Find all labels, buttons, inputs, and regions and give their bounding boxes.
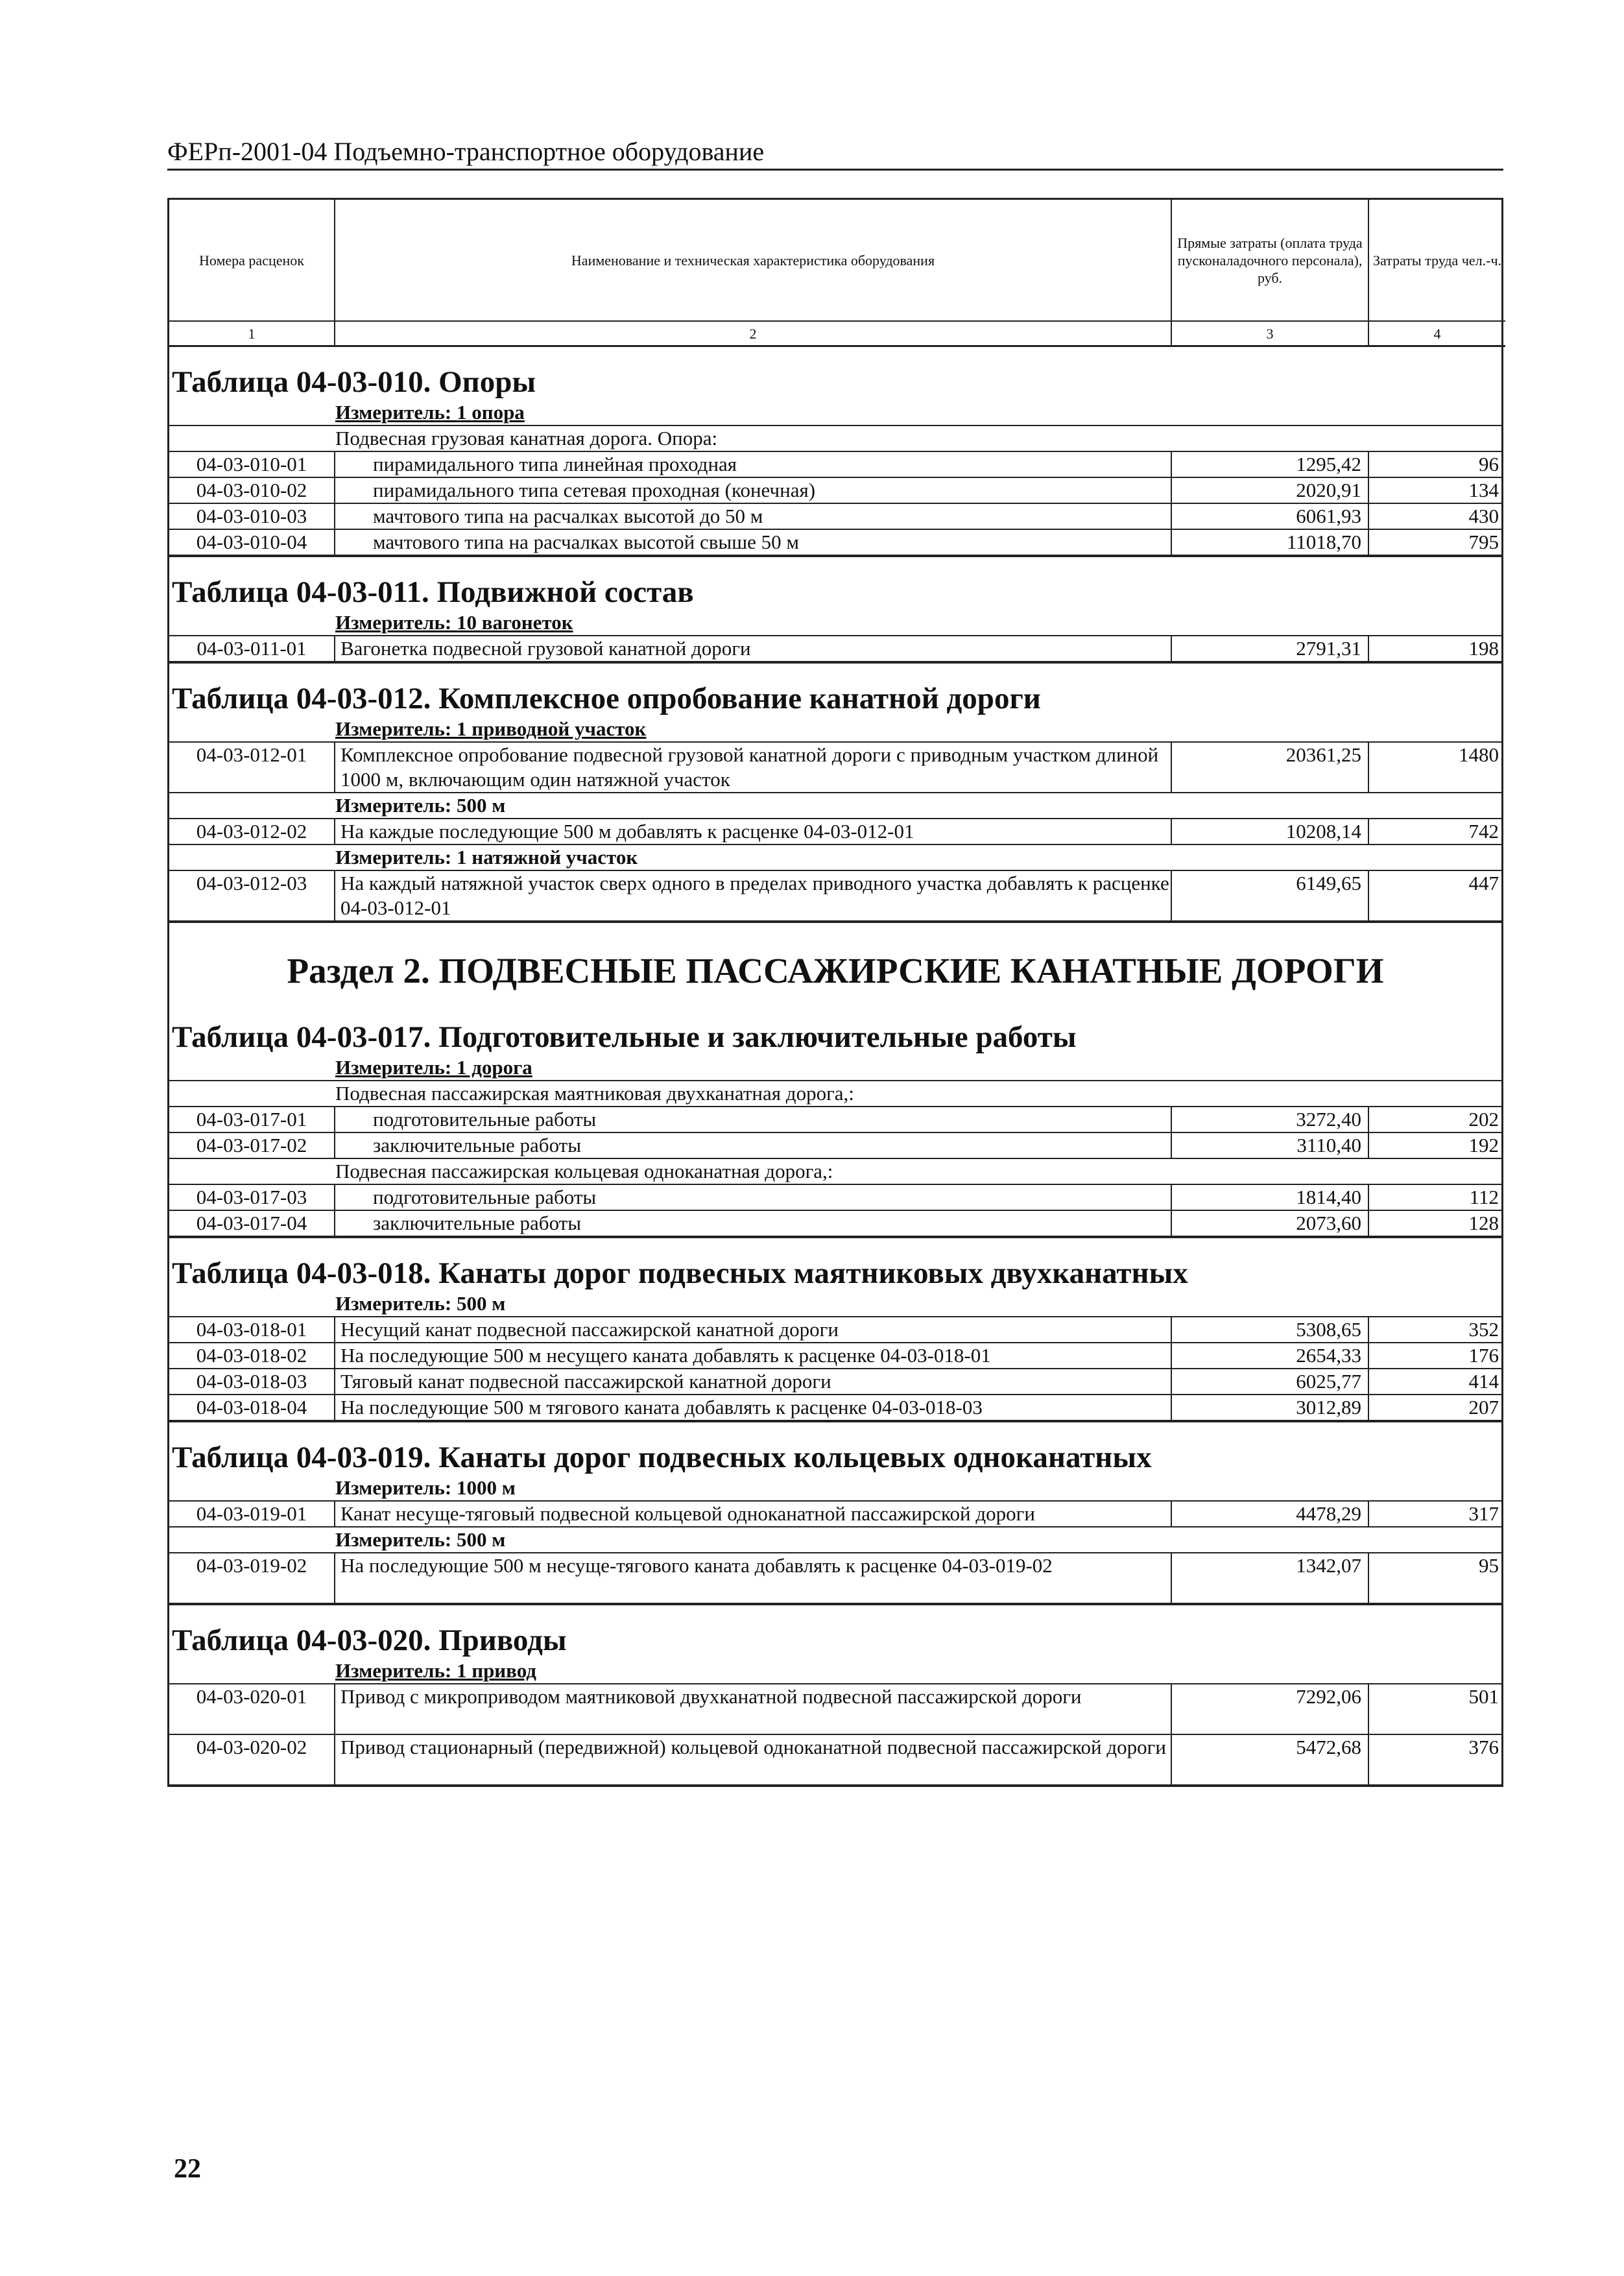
rate-cost: 5308,65 (1172, 1317, 1369, 1342)
section-heading: Раздел 2. ПОДВЕСНЫЕ ПАССАЖИРСКИЕ КАНАТНЫЕ ДОРОГИ (287, 951, 1384, 990)
subheading-row (169, 1080, 1501, 1106)
rate-labor: 112 (1469, 1186, 1499, 1208)
col-number: 4 (1369, 320, 1505, 347)
measure-label: Измеритель: 1000 м (335, 1476, 516, 1499)
rate-cost: 1814,40 (1172, 1185, 1369, 1210)
rate-name: Комплексное опробование подвесной грузовой канатной дороги с приводным участком длиной 1000 м, включающим один натяжной участок (335, 743, 1172, 792)
measure-label: Измеритель: 1 приводной участок (335, 717, 647, 740)
rate-name: подготовительные работы (335, 1107, 1172, 1132)
rate-labor: 501 (1468, 1685, 1499, 1708)
column-number-row (169, 320, 1501, 347)
table-row (169, 1500, 1501, 1526)
table-row (169, 451, 1501, 477)
rate-name: На каждые последующие 500 м добавлять к расценке 04-03-012-01 (335, 819, 1172, 844)
table-row (169, 1316, 1501, 1342)
rate-labor: 95 (1479, 1554, 1499, 1577)
table-row (169, 503, 1501, 529)
col-header-cost: Прямые затраты (оплата труда пусконаладочного персонала), руб. (1172, 200, 1369, 320)
rate-name: мачтового типа на расчалках высотой свыше 50 м (335, 530, 1172, 555)
rate-name: Канат несуще-тяговый подвесной кольцевой одноканатной пассажирской дороги (335, 1502, 1172, 1526)
table-row (169, 1394, 1501, 1421)
measure-row (169, 1055, 1501, 1080)
rate-cost: 6061,93 (1172, 504, 1369, 529)
rate-cost: 3012,89 (1172, 1395, 1369, 1420)
table-row (169, 1210, 1501, 1237)
table-body (169, 1500, 1501, 1605)
rate-cost: 1295,42 (1172, 452, 1369, 477)
rate-code: 04-03-017-03 (169, 1185, 335, 1210)
subheading: Подвесная пассажирская кольцевая одноканатная дорога,: (335, 1160, 833, 1182)
page-number: 22 (174, 2154, 201, 2184)
rate-name: Несущий канат подвесной пассажирской канатной дороги (335, 1317, 1172, 1342)
rate-code: 04-03-018-04 (169, 1395, 335, 1420)
table-row (169, 1106, 1501, 1132)
col-header-code: Номера расценок (169, 200, 335, 320)
rate-labor: 176 (1468, 1344, 1499, 1367)
table-title: Таблица 04-03-020. Приводы (172, 1623, 567, 1657)
measure-row (169, 1476, 1501, 1500)
rate-code: 04-03-010-04 (169, 530, 335, 555)
rate-code: 04-03-012-03 (169, 871, 335, 920)
rate-labor: 96 (1479, 453, 1499, 475)
col-header-labor: Затраты труда чел.-ч. (1372, 252, 1502, 269)
subheading: Подвесная грузовая канатная дорога. Опора: (335, 427, 718, 449)
rate-cost: 3272,40 (1172, 1107, 1369, 1132)
measure-label: Измеритель: 500 м (335, 794, 506, 817)
measure-row (169, 1291, 1501, 1316)
rate-cost: 2791,31 (1172, 636, 1369, 661)
rate-cost: 10208,14 (1172, 819, 1369, 844)
rate-code: 04-03-010-03 (169, 504, 335, 529)
rate-labor: 414 (1468, 1370, 1499, 1393)
subheading-row (169, 1158, 1501, 1184)
rate-labor: 128 (1468, 1212, 1499, 1234)
col-header-name: Наименование и техническая характеристика оборудования (335, 200, 1172, 320)
table-row (169, 1552, 1501, 1604)
measure-row (169, 1659, 1501, 1683)
rate-labor: 795 (1468, 531, 1499, 553)
column-header-row (169, 200, 1501, 320)
subheading: Подвесная пассажирская маятниковая двухканатная дорога,: (335, 1082, 854, 1105)
document-page (167, 136, 1503, 1787)
measure-label: Измеритель: 1 привод (335, 1659, 536, 1682)
table-row (169, 818, 1501, 844)
rate-labor: 207 (1468, 1396, 1499, 1419)
measure-row (169, 792, 1501, 818)
table-title: Таблица 04-03-011. Подвижной состав (172, 575, 694, 609)
rates-table (167, 198, 1503, 1787)
rate-labor: 317 (1468, 1502, 1499, 1525)
rate-code: 04-03-010-02 (169, 478, 335, 503)
rate-cost: 1342,07 (1172, 1553, 1369, 1603)
rate-name: заключительные работы (335, 1211, 1172, 1236)
rate-code: 04-03-012-02 (169, 819, 335, 844)
rate-name: пирамидального типа сетевая проходная (конечная) (335, 478, 1172, 503)
table-row (169, 529, 1501, 556)
rate-cost: 6025,77 (1172, 1369, 1369, 1394)
measure-label: Измеритель: 1 натяжной участок (335, 846, 638, 868)
measure-row (169, 1526, 1501, 1552)
rate-code: 04-03-020-01 (169, 1684, 335, 1734)
rate-labor: 1480 (1459, 743, 1499, 766)
rate-name: пирамидального типа линейная проходная (335, 452, 1172, 477)
rate-name: На последующие 500 м несущего каната добавлять к расценке 04-03-018-01 (335, 1343, 1172, 1368)
table-row (169, 1734, 1501, 1786)
rate-labor: 430 (1468, 505, 1499, 527)
rate-cost: 2020,91 (1172, 478, 1369, 503)
col-number: 1 (169, 320, 335, 347)
rate-name: Тяговый канат подвесной пассажирской канатной дороги (335, 1369, 1172, 1394)
table-row (169, 741, 1501, 792)
rate-code: 04-03-017-01 (169, 1107, 335, 1132)
table-row (169, 1368, 1501, 1394)
table-row (169, 1342, 1501, 1368)
rate-name: Привод с микроприводом маятниковой двухканатной подвесной пассажирской дороги (335, 1684, 1172, 1734)
rate-name: На последующие 500 м несуще-тягового каната добавлять к расценке 04-03-019-02 (335, 1553, 1172, 1603)
table-body (169, 425, 1501, 557)
measure-row (169, 610, 1501, 635)
table-body (169, 1316, 1501, 1422)
measure-label: Измеритель: 500 м (335, 1528, 506, 1551)
table-body (169, 1683, 1501, 1787)
rate-code: 04-03-018-02 (169, 1343, 335, 1368)
table-title: Таблица 04-03-010. Опоры (172, 365, 536, 399)
rate-labor: 376 (1468, 1736, 1499, 1758)
rate-name: подготовительные работы (335, 1185, 1172, 1210)
rate-code: 04-03-017-02 (169, 1133, 335, 1158)
table-body (169, 1080, 1501, 1238)
measure-row (169, 400, 1501, 425)
table-row (169, 1184, 1501, 1210)
rate-labor: 202 (1468, 1108, 1499, 1131)
rate-labor: 352 (1468, 1318, 1499, 1341)
rate-labor: 198 (1468, 637, 1499, 660)
rate-code: 04-03-019-01 (169, 1502, 335, 1526)
rate-code: 04-03-018-03 (169, 1369, 335, 1394)
rate-name: заключительные работы (335, 1133, 1172, 1158)
table-row (169, 635, 1501, 662)
rate-name: На последующие 500 м тягового каната добавлять к расценке 04-03-018-03 (335, 1395, 1172, 1420)
rate-code: 04-03-017-04 (169, 1211, 335, 1236)
rate-labor: 192 (1468, 1134, 1499, 1156)
rate-cost: 2654,33 (1172, 1343, 1369, 1368)
rate-cost: 7292,06 (1172, 1684, 1369, 1734)
rate-code: 04-03-019-02 (169, 1553, 335, 1603)
subheading-row (169, 425, 1501, 451)
table-row (169, 1683, 1501, 1734)
measure-label: Измеритель: 1 опора (335, 401, 525, 424)
rate-cost: 6149,65 (1172, 871, 1369, 920)
rate-cost: 2073,60 (1172, 1211, 1369, 1236)
table-body (169, 635, 1501, 664)
rate-labor: 134 (1468, 479, 1499, 501)
measure-row (169, 717, 1501, 741)
table-row (169, 870, 1501, 922)
table-title: Таблица 04-03-018. Канаты дорог подвесных маятниковых двухканатных (172, 1256, 1188, 1290)
rate-name: Привод стационарный (передвижной) кольцевой одноканатной подвесной пассажирской дороги (335, 1735, 1172, 1784)
rate-cost: 4478,29 (1172, 1502, 1369, 1526)
table-title: Таблица 04-03-019. Канаты дорог подвесных кольцевых одноканатных (172, 1441, 1152, 1474)
rate-name: Вагонетка подвесной грузовой канатной дороги (335, 636, 1172, 661)
rate-code: 04-03-018-01 (169, 1317, 335, 1342)
rate-name: мачтового типа на расчалках высотой до 50 м (335, 504, 1172, 529)
measure-label: Измеритель: 500 м (335, 1292, 506, 1315)
measure-label: Измеритель: 1 дорога (335, 1056, 532, 1079)
col-number: 3 (1172, 320, 1369, 347)
table-title: Таблица 04-03-012. Комплексное опробование канатной дороги (172, 682, 1041, 715)
table-row (169, 477, 1501, 503)
rate-name: На каждый натяжной участок сверх одного в пределах приводного участка добавлять к расценке 04-03-012-01 (335, 871, 1172, 920)
rate-cost: 20361,25 (1172, 743, 1369, 792)
rate-code: 04-03-012-01 (169, 743, 335, 792)
rate-code: 04-03-010-01 (169, 452, 335, 477)
table-title: Таблица 04-03-017. Подготовительные и заключительные работы (172, 1020, 1077, 1054)
table-body (169, 741, 1501, 923)
rate-labor: 742 (1468, 820, 1499, 843)
measure-label: Измеритель: 10 вагонеток (335, 611, 573, 634)
rate-cost: 11018,70 (1172, 530, 1369, 555)
rate-cost: 5472,68 (1172, 1735, 1369, 1784)
rate-cost: 3110,40 (1172, 1133, 1369, 1158)
rate-code: 04-03-020-02 (169, 1735, 335, 1784)
rate-labor: 447 (1468, 872, 1499, 894)
col-number: 2 (335, 320, 1172, 347)
running-header: ФЕРп-2001-04 Подъемно-транспортное оборудование (167, 136, 1503, 171)
measure-row (169, 844, 1501, 870)
rate-code: 04-03-011-01 (169, 636, 335, 661)
table-row (169, 1132, 1501, 1158)
